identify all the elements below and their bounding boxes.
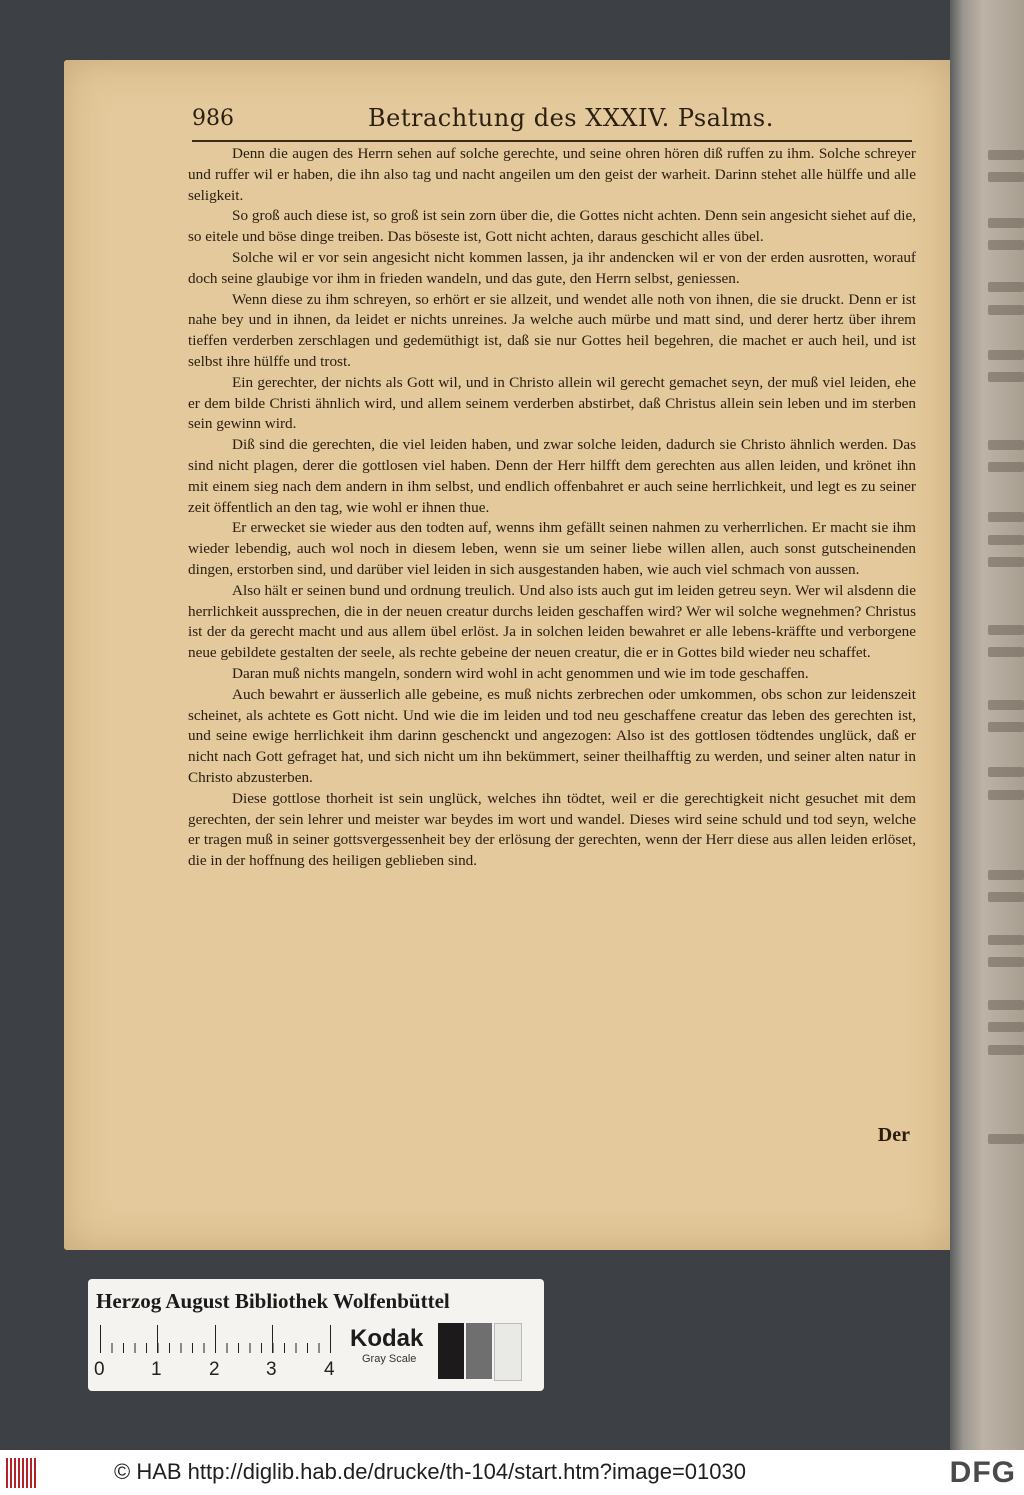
ruler-numbers [94,1359,354,1379]
book-page [64,60,950,1250]
paragraph: Daran muß nichts mangeln, sondern wird wohl in acht genommen und wie im tode geschaffen. [232,664,809,682]
hab-logo-icon [6,1458,36,1488]
gray-swatch-mid [466,1323,492,1379]
ruler-number: 0 [94,1359,105,1380]
footer-copyright[interactable]: © HAB http://diglib.hab.de/drucke/th-104/start.htm?image=01030 [114,1459,746,1484]
dfg-logo: DFG [949,1456,1016,1489]
ruler-scale [100,1325,336,1353]
gray-scale-label: Gray Scale [362,1353,417,1365]
ruler-number: 4 [324,1359,335,1380]
library-name: Herzog August Bibliothek Wolfenbüttel [96,1289,450,1313]
paragraph: Wenn diese zu ihm schreyen, so erhört er sie allzeit, und wendet alle noth von ihnen, die sie druckt. Denn er ist nahe bey und in ihnen, da leidet er nichts unreines. Ja welche auch mürbe und matt sind, und derer hertz über ihrem tieffen verderben zerschlagen und gedemüthigt ist, daß sie nur Gottes heil begehren, die machet er auch heil, und ist selbst ihre hülffe und trost. [188,290,916,370]
paragraph: Ein gerechter, der nichts als Gott wil, und in Christo allein wil gerecht gemachet seyn, der muß viel leiden, ehe er dem bilde Christi ähnlich wird, und allem seinem verderben abstirbet, daß Christus allein sein leben und im sterben sein gewinn wird. [188,373,916,433]
page-body [188,144,916,872]
gray-swatch-white [494,1323,522,1381]
ruler-number: 2 [209,1359,220,1380]
page-header [192,104,912,142]
page-number: 986 [192,106,234,131]
paragraph: Also hält er seinen bund und ordnung treulich. Und also ists auch gut im leiden getreu seyn. Wer wil alsdenn die herrlichkeit aussprechen, die in der neuen creatur durchs leiden geschaffen wird? Wer wil solche wegnehmen? Christus ist der da gerecht macht und aus allem übel erlöst. Ja in solchen leiden bewahret er alle lebens-kräffte und verborgene neue gebildete gestalten der seele, als rechte gebeine der neuen creatur, die er in Gottes bild wieder neu schaffet. [188,581,916,662]
paragraph: Diß sind die gerechten, die viel leiden haben, und zwar solche leiden, dadurch sie Christo ähnlich werden. Das sind nicht plagen, derer die gottlosen viel haben. Denn der Herr hilfft dem gerechten aus allen leiden, und krönet ihn mit einem sieg nach dem andern in ihm selbst, und endlich offenbahret er auch seine herrlichkeit, und legt es zu seiner zeit öffentlich an den tag, wie wohl er ihnen thue. [188,436,916,516]
paragraph: Denn die augen des Herrn sehen auf solche gerechte, und seine ohren hören diß ruffen zu ihm. Solche schreyer und ruffer wil er haben, die ihn also tag und nacht angeilen um den geist der warheit. Darinn stehet alle hülffe und alle seligkeit. [188,145,916,204]
paragraph: Solche wil er vor sein angesicht nicht kommen lassen, ja ihr andencken wil er von der erden ausrotten, worauf doch seine glaubige vor ihm in frieden wandeln, und das gute, den Herrn selbst, geniessen. [188,248,916,287]
facing-page-edge [950,0,1024,1450]
gray-swatch-black [438,1323,464,1379]
ruler-number: 3 [266,1359,277,1380]
paragraph: So groß auch diese ist, so groß ist sein zorn über die, die Gottes nicht achten. Denn sein angesicht siehet auf die, so eitele und böse dinge treiben. Das böseste ist, Gott nicht achten, daraus geschicht alles übel. [188,207,916,246]
paragraph: Er erwecket sie wieder aus den todten auf, wenns ihm gefällt seinen nahmen zu verherrlichen. Er macht sie ihm wieder lebendig, auch wol noch in diesem leben, wenn sie um seiner liebe willen allen, auch sonst gutscheinenden dingen, erstorben sind, und darüber viel leiden in sich ausgestanden haben, wie auch viel schmach von aussen. [188,519,916,578]
running-title: Betrachtung des XXXIV. Psalms. [368,104,774,132]
kodak-logo: Kodak [350,1325,424,1352]
paragraph: Diese gottlose thorheit ist sein unglück, welches ihn tödtet, weil er die gerechtigkeit nicht gesuchet mit dem gerechten, der sein lehrer und meister war beydes im wort und wandel. Dieses wird seine schuld und tod seyn, welche er tragen muß in seiner gottsvergessenheit bey der erlösung der gerechten, wenn der Herr diese aus allen leiden erlöset, die in der hoffnung des heiligen geblieben sind. [188,789,916,870]
footer-bar [0,1450,1024,1495]
ruler-number: 1 [151,1359,162,1380]
catchword: Der [877,1124,910,1146]
paragraph: Auch bewahrt er äusserlich alle gebeine, es muß nichts zerbrechen oder umkommen, obs schon zur leidenszeit scheinet, als achtete es Gott nicht. Und wie die im leiden und tod neu geschaffene creatur das leben des gerechten ist, und seine ewige herrlichkeit ihm darinn geschenckt und angezogen: Also ist des gottlosen tödtendes unglück, daß er nicht nach Gott gefraget hat, und sich nicht um ihn bekümmert, seiner theilhafftig zu werden, und seiner alten natur in Christo abzusterben. [188,685,916,786]
color-calibration-card [88,1279,544,1391]
